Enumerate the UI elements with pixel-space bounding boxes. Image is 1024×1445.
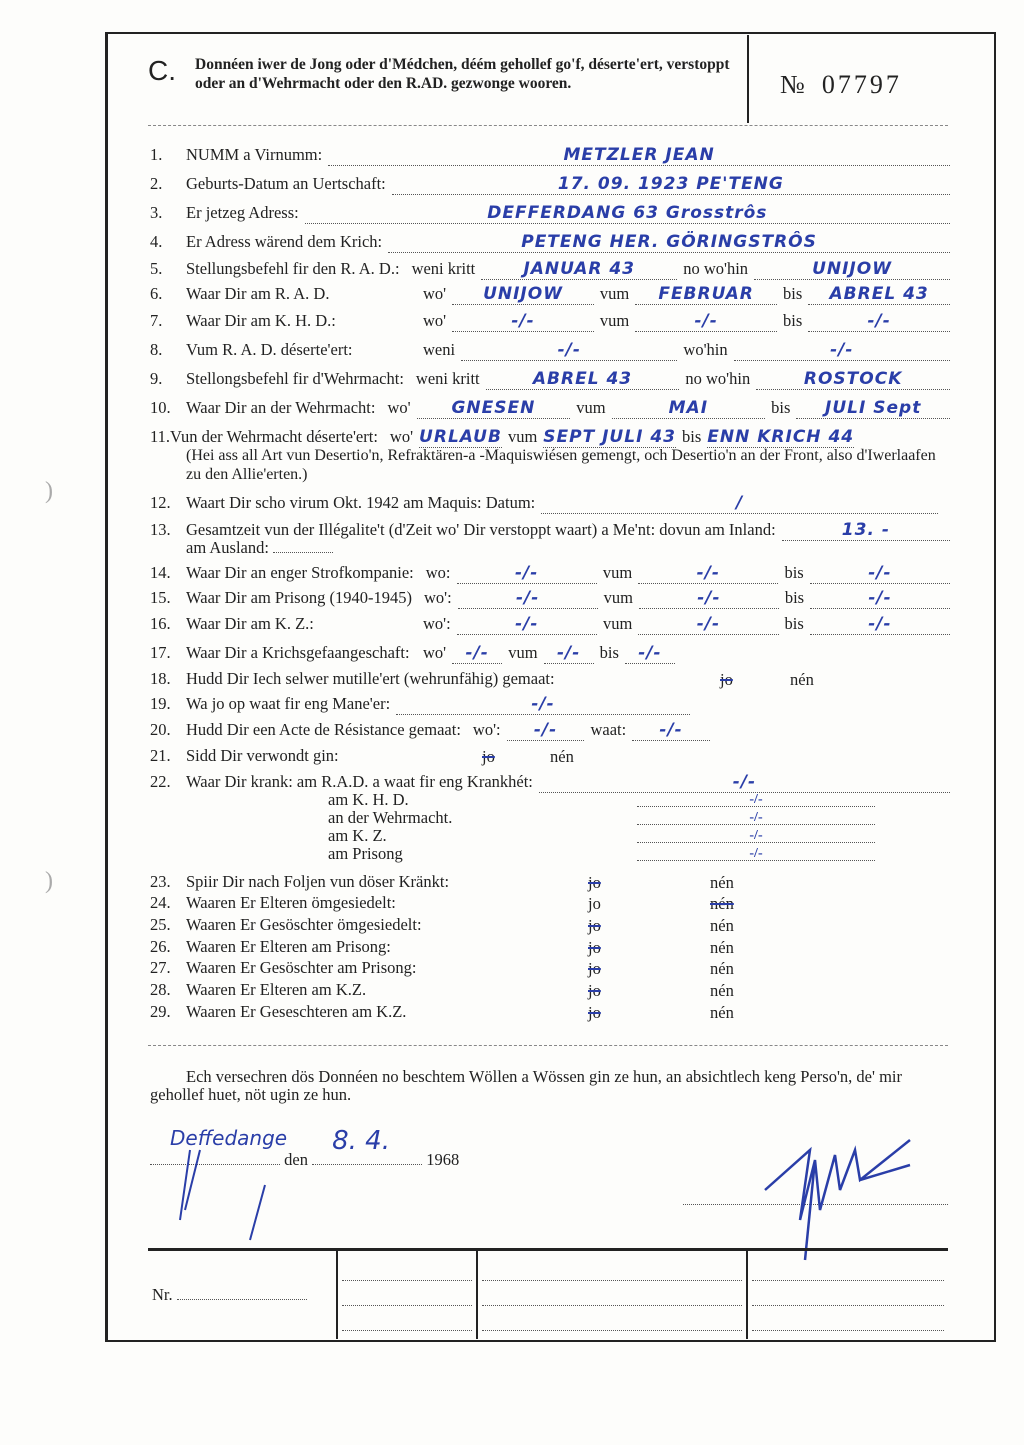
no-option-q18[interactable]: nén: [790, 670, 814, 689]
abroad-label: am Ausland:: [186, 538, 269, 557]
question-label: Waar Dir am K. Z.:: [186, 614, 314, 633]
answer-field[interactable]: ROSTOCK: [756, 371, 950, 390]
subitem-field[interactable]: -/-: [637, 828, 875, 843]
answer-field[interactable]: PETENG HER. GÖRINGSTRÔS: [388, 234, 950, 253]
question-label: Wa jo op waat fir eng Mane'er:: [186, 694, 391, 713]
answer-field[interactable]: METZLER JEAN: [328, 147, 950, 166]
question-number: 3.: [150, 203, 163, 222]
question-number: 21.: [150, 746, 171, 765]
answer-field[interactable]: -/-: [638, 616, 778, 635]
question-number: 28.: [150, 980, 171, 999]
nr-cell: [148, 1250, 337, 1340]
office-cell: [747, 1250, 948, 1340]
answer-field[interactable]: -/-: [632, 722, 710, 741]
question-row-8: [150, 340, 950, 361]
question-row-2: [150, 174, 950, 195]
no-option-q21[interactable]: nén: [550, 747, 574, 766]
question-label: vum: [602, 614, 633, 633]
question-label: vum: [507, 427, 538, 446]
answer-field[interactable]: -/-: [639, 590, 779, 609]
question-number: 9.: [150, 369, 163, 388]
divider: [148, 1045, 948, 1046]
no-option-q28[interactable]: nén: [710, 981, 734, 1000]
no-option-q24[interactable]: nén: [710, 894, 734, 913]
question-label: bis: [771, 398, 791, 417]
office-cell: [337, 1250, 477, 1340]
answer-field[interactable]: DEFFERDANG 63 Grosstrôs: [305, 205, 950, 224]
answer-field[interactable]: SEPT JULI 43: [543, 427, 676, 447]
yes-option-q18[interactable]: jo: [720, 670, 733, 689]
section-letter: C.: [148, 55, 176, 86]
question-row-22: [150, 772, 950, 793]
question-label: weni kritt: [411, 259, 476, 278]
number-symbol: №: [780, 70, 808, 99]
question-label: Geburts-Datum an Uertschaft:: [186, 174, 386, 193]
answer-field[interactable]: URLAUB: [419, 427, 502, 447]
no-option-q29[interactable]: nén: [710, 1003, 734, 1022]
question-row-12: [150, 493, 950, 514]
question-row-10: [150, 398, 950, 419]
question-row-24: [150, 893, 950, 913]
place-value: Deffedange: [170, 1126, 288, 1150]
subitem-field[interactable]: -/-: [637, 792, 875, 807]
answer-field[interactable]: -/-: [458, 590, 598, 609]
question-label: Waar Dir am K. H. D.:: [186, 311, 336, 330]
answer-field[interactable]: -/-: [539, 774, 950, 793]
question-label: Waar Dir am Prisong (1940-1945): [186, 588, 412, 607]
yes-option-q21[interactable]: jo: [482, 747, 495, 766]
answer-field[interactable]: JANUAR 43: [481, 261, 677, 280]
question-number: 19.: [150, 694, 171, 713]
den-label: den: [284, 1150, 308, 1169]
question-label: Sidd Dir verwondt gin:: [186, 746, 339, 765]
subitem-field[interactable]: -/-: [637, 846, 875, 861]
no-option-q25[interactable]: nén: [710, 916, 734, 935]
question-label: bis: [782, 284, 803, 303]
question-label: Stellongsbefehl fir d'Wehrmacht:: [186, 369, 404, 388]
question-number: 11.: [150, 427, 171, 446]
row13-abroad: [186, 538, 333, 558]
yes-option-q27[interactable]: jo: [588, 959, 601, 978]
answer-field[interactable]: -/-: [457, 565, 597, 584]
question-number: 8.: [150, 340, 163, 359]
question-number: 10.: [150, 398, 171, 417]
question-number: 12.: [150, 493, 171, 512]
answer-field[interactable]: -/-: [457, 616, 597, 635]
yes-option-q25[interactable]: jo: [588, 916, 601, 935]
question-number: 17.: [150, 643, 171, 662]
answer-field[interactable]: 17. 09. 1923 PE'TENG: [392, 176, 950, 195]
header-divider: [747, 35, 749, 123]
question-label: weni: [423, 340, 456, 359]
question-row-29: [150, 1002, 950, 1022]
question-label: waat:: [590, 720, 627, 739]
question-number: 4.: [150, 232, 163, 251]
question-label: wo': [387, 398, 411, 417]
question-label: wo': [423, 643, 447, 662]
question-label: Vum R. A. D. déserte'ert:: [186, 340, 353, 359]
row11-note: (Hei ass all Art vun Desertio'n, Refraktären-a -Maquiswiésen gemengt, och Desertio'n an der Front, also d'Iwerlaafen zu den Allie'erten.): [186, 447, 936, 483]
date-value: 8. 4.: [332, 1126, 390, 1156]
answer-field[interactable]: -/-: [734, 342, 950, 361]
answer-field[interactable]: -/-: [810, 590, 950, 609]
question-number: 2.: [150, 174, 163, 193]
section-title: Donnéen iwer de Jong oder d'Médchen, déém gehollef go'f, déserte'ert, verstoppt oder an d'Wehrmacht oder den R.AD. gezwonge wooren.: [195, 56, 730, 92]
office-table: [148, 1248, 948, 1339]
question-number: 20.: [150, 720, 171, 739]
question-row-21: [150, 746, 450, 766]
divider: [148, 125, 948, 126]
question-row-3: [150, 203, 950, 224]
question-number: 18.: [150, 669, 171, 688]
question-label: Waaren Er Elteren ömgesiedelt:: [186, 893, 396, 912]
question-number: 5.: [150, 259, 163, 278]
question-label: vum: [599, 284, 630, 303]
question-row-14: [150, 563, 950, 584]
question-row-23: [150, 872, 950, 892]
question-number: 23.: [150, 872, 171, 891]
question-label: Hudd Dir Iech selwer mutille'ert (wehrunfähig) gemaat:: [186, 669, 555, 688]
date-field[interactable]: [312, 1126, 422, 1165]
question-label: bis: [784, 614, 804, 633]
question-label: Waaren Er Gesöschter ömgesiedelt:: [186, 915, 422, 934]
question-label: wo'hin: [683, 340, 728, 359]
question-label: vum: [603, 588, 633, 607]
question-row-7: [150, 311, 950, 332]
question-label: bis: [784, 563, 804, 582]
subitem-label: am K. H. D.: [328, 790, 409, 809]
no-option-q26[interactable]: nén: [710, 938, 734, 957]
answer-field[interactable]: /: [541, 495, 938, 514]
question-label: Waaren Er Gesöschter am Prisong:: [186, 958, 417, 977]
question-label: Er jetzeg Adress:: [186, 203, 299, 222]
subitem-field[interactable]: -/-: [637, 810, 875, 825]
answer-field[interactable]: -/-: [544, 645, 594, 664]
question-label: wo': [423, 284, 447, 303]
question-row-1: [150, 145, 950, 166]
yes-option-q26[interactable]: jo: [588, 938, 601, 957]
question-number: 16.: [150, 614, 171, 633]
question-row-15: [150, 588, 950, 609]
answer-field[interactable]: -/-: [396, 696, 690, 715]
question-label: Waaren Er Elteren am K.Z.: [186, 980, 367, 999]
question-row-11: [150, 427, 855, 448]
answer-field[interactable]: -/-: [507, 722, 585, 741]
answer-field[interactable]: -/-: [625, 645, 675, 664]
yes-option-q29[interactable]: jo: [588, 1003, 601, 1022]
question-label: Waar Dir an der Wehrmacht:: [186, 398, 376, 417]
yes-option-q24[interactable]: jo: [588, 894, 601, 913]
question-label: no wo'hin: [685, 369, 751, 388]
number-value: 07797: [821, 70, 902, 99]
question-row-27: [150, 958, 950, 978]
question-row-5: [150, 259, 950, 280]
question-row-9: [150, 369, 950, 390]
answer-field[interactable]: -/-: [810, 616, 950, 635]
no-option-q23[interactable]: nén: [710, 873, 734, 892]
answer-field[interactable]: -/-: [808, 313, 950, 332]
question-label: Waaren Er Elteren am Prisong:: [186, 937, 391, 956]
year-label: 1968: [426, 1150, 460, 1169]
question-label: Spiir Dir nach Foljen vun döser Kränkt:: [186, 872, 450, 891]
nr-field[interactable]: [177, 1285, 307, 1300]
question-label: Waar Dir krank: am R.A.D. a waat fir eng Krankhét:: [186, 772, 533, 791]
answer-field[interactable]: -/-: [638, 565, 778, 584]
question-label: Waar Dir an enger Strofkompanie:: [186, 563, 414, 582]
question-label: Stellungsbefehl fir den R. A. D.:: [186, 259, 400, 278]
question-number: 13.: [150, 520, 171, 539]
answer-field[interactable]: -/-: [810, 565, 950, 584]
question-label: bis: [681, 427, 702, 446]
form-number: [780, 70, 902, 100]
question-label: bis: [784, 588, 805, 607]
answer-field[interactable]: ABREL 43: [808, 286, 950, 305]
question-row-6: [150, 284, 950, 305]
punch-hole: ): [45, 868, 53, 894]
answer-field[interactable]: -/-: [635, 313, 777, 332]
question-label: Waaren Er Geseschteren am K.Z.: [186, 1002, 407, 1021]
question-label: vum: [599, 311, 630, 330]
question-label: Vun der Wehrmacht déserte'ert:: [170, 427, 378, 446]
question-number: 1.: [150, 145, 163, 164]
yes-option-q23[interactable]: jo: [588, 873, 601, 892]
answer-field[interactable]: MAI: [612, 400, 766, 419]
answer-field[interactable]: GNESEN: [417, 400, 571, 419]
question-row-4: [150, 232, 950, 253]
question-number: 24.: [150, 893, 171, 912]
question-row-28: [150, 980, 950, 1000]
question-label: wo:: [425, 563, 451, 582]
question-number: 22.: [150, 772, 171, 791]
question-number: 14.: [150, 563, 171, 582]
question-row-17: [150, 643, 675, 664]
punch-hole: ): [45, 478, 53, 504]
question-label: wo':: [472, 720, 501, 739]
question-row-26: [150, 937, 950, 957]
answer-field[interactable]: UNIJOW: [754, 261, 950, 280]
question-label: wo': [423, 311, 447, 330]
question-number: 7.: [150, 311, 163, 330]
question-label: wo':: [423, 588, 452, 607]
question-label: Gesamtzeit vun der Illégalite't (d'Zeit wo' Dir verstoppt waart) a Me'nt: dovun am Inland:: [186, 520, 776, 539]
question-label: vum: [508, 643, 538, 662]
question-label: Hudd Dir een Acte de Résistance gemaat:: [186, 720, 461, 739]
no-option-q27[interactable]: nén: [710, 959, 734, 978]
answer-field[interactable]: FEBRUAR: [635, 286, 777, 305]
answer-field[interactable]: JULI Sept: [796, 400, 950, 419]
subitem-label: am K. Z.: [328, 826, 387, 845]
question-label: vum: [602, 563, 633, 582]
abroad-field[interactable]: [273, 538, 333, 553]
answer-field[interactable]: 13. -: [782, 522, 950, 541]
answer-field[interactable]: -/-: [452, 645, 502, 664]
question-number: 29.: [150, 1002, 171, 1021]
question-row-19: [150, 694, 690, 715]
question-label: Waar Dir a Krichsgefaangeschaft:: [186, 643, 410, 662]
yes-option-q28[interactable]: jo: [588, 981, 601, 1000]
question-label: Waart Dir scho virum Okt. 1942 am Maquis: Datum:: [186, 493, 536, 512]
answer-field[interactable]: UNIJOW: [452, 286, 594, 305]
nr-label: Nr.: [152, 1285, 173, 1304]
question-row-16: [150, 614, 950, 635]
question-label: weni kritt: [415, 369, 480, 388]
question-number: 27.: [150, 958, 171, 977]
question-label: Er Adress wärend dem Krich:: [186, 232, 383, 251]
declaration-text: Ech versechren dös Donnéen no beschtem Wöllen a Wössen gin ze hun, an absichtlech keng Perso'n, de' mir gehollef huet, nöt ugin ze hun.: [150, 1067, 903, 1104]
question-row-18: [150, 669, 950, 689]
answer-field[interactable]: ENN KRICH 44: [707, 427, 855, 447]
question-number: 15.: [150, 588, 171, 607]
question-label: wo': [389, 427, 414, 446]
question-label: wo':: [423, 614, 451, 633]
handwritten-place-icon: [170, 1140, 280, 1250]
question-label: no wo'hin: [683, 259, 749, 278]
subitem-label: am Prisong: [328, 844, 403, 863]
question-label: bis: [782, 311, 803, 330]
question-label: Waar Dir am R. A. D.: [186, 284, 330, 303]
subitem-label: an der Wehrmacht.: [328, 808, 453, 827]
question-number: 26.: [150, 937, 171, 956]
question-label: vum: [576, 398, 606, 417]
answer-field[interactable]: -/-: [461, 342, 677, 361]
question-label: bis: [599, 643, 619, 662]
question-label: NUMM a Virnumm:: [186, 145, 323, 164]
answer-field[interactable]: -/-: [452, 313, 594, 332]
office-cell: [477, 1250, 747, 1340]
question-number: 25.: [150, 915, 171, 934]
question-number: 6.: [150, 284, 163, 303]
answer-field[interactable]: ABREL 43: [486, 371, 680, 390]
question-row-25: [150, 915, 950, 935]
question-row-20: [150, 720, 710, 741]
